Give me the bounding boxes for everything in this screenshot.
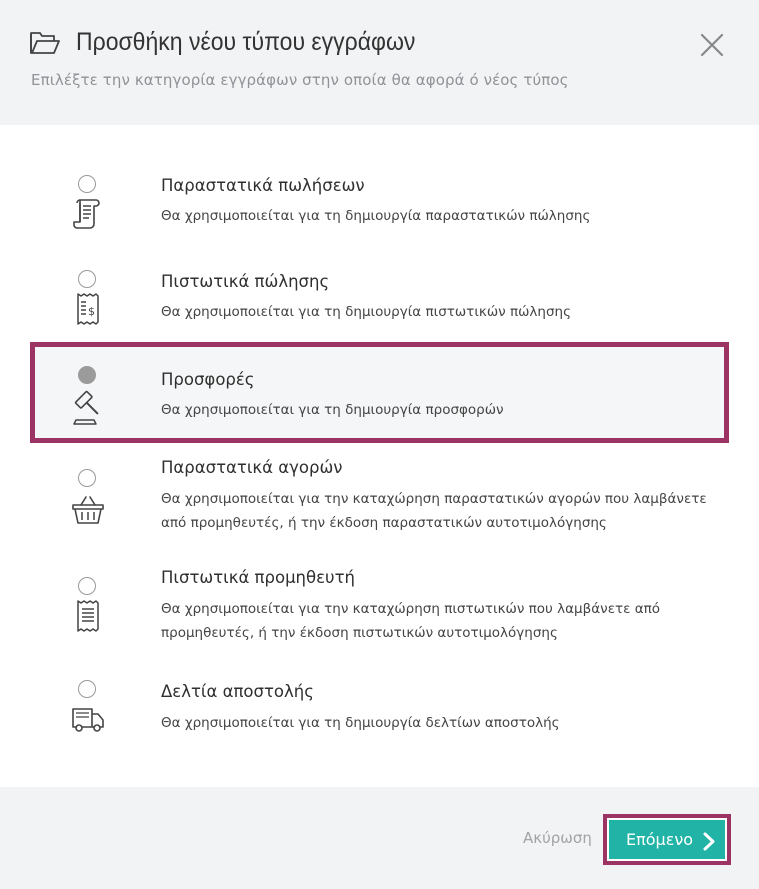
option-supplier-credits[interactable] [30, 565, 729, 655]
radio-button[interactable] [78, 175, 96, 193]
radio-button-selected[interactable] [78, 366, 96, 384]
chevron-right-icon [702, 832, 716, 851]
option-description: Θα χρησιμοποιείται για την καταχώρηση παραστατικών αγορών που λαμβάνετε από προμηθευτές, ή την έκδοση παραστατικών αυτοτιμολόγησης [161, 491, 707, 531]
receipt-dollar-icon [70, 291, 106, 327]
option-description: Θα χρησιμοποιείται για τη δημιουργία προσφορών [161, 402, 504, 418]
option-title: Πιστωτικά πώλησης [161, 272, 330, 291]
radio-button[interactable] [78, 469, 96, 487]
receipt-list-icon [70, 598, 106, 634]
dialog-title: Προσθήκη νέου τύπου εγγράφων [76, 28, 416, 56]
option-delivery-notes[interactable] [30, 677, 729, 747]
dialog-subtitle: Επιλέξτε την κατηγορία εγγράφων στην οποία θα αφορά ό νέος τύπος [31, 71, 569, 89]
option-quotes[interactable] [30, 342, 729, 443]
option-title: Παραστατικά πωλήσεων [161, 176, 365, 195]
truck-icon [70, 701, 106, 737]
radio-button[interactable] [78, 270, 96, 288]
option-purchase-documents[interactable] [30, 455, 729, 545]
option-title: Παραστατικά αγορών [161, 458, 343, 477]
option-sales-credits[interactable] [30, 266, 729, 336]
option-description: Θα χρησιμοποιείται για τη δημιουργία πιστωτικών πώλησης [161, 304, 571, 320]
next-button[interactable] [607, 818, 727, 861]
next-button-highlight [603, 814, 731, 865]
radio-button[interactable] [78, 680, 96, 698]
option-title: Πιστωτικά προμηθευτή [161, 568, 355, 587]
option-description: Θα χρησιμοποιείται για την καταχώρηση πιστωτικών που λαμβάνετε από προμηθευτές, ή την έκδοση πιστωτικών αυτοτιμολόγησης [161, 601, 660, 641]
option-title: Προσφορές [161, 370, 255, 389]
cancel-button[interactable]: Ακύρωση [523, 829, 592, 847]
close-icon[interactable] [698, 31, 726, 59]
option-title: Δελτία αποστολής [161, 682, 314, 701]
gavel-icon [70, 390, 106, 426]
option-sales-documents[interactable] [30, 170, 729, 240]
basket-icon [70, 493, 106, 529]
option-description: Θα χρησιμοποιείται για τη δημιουργία δελτίων αποστολής [161, 715, 560, 731]
radio-button[interactable] [78, 577, 96, 595]
receipt-scroll-icon [70, 196, 106, 232]
folder-open-icon [29, 29, 61, 57]
next-button-label: Επόμενο [626, 830, 694, 849]
dialog-header [0, 0, 759, 125]
svg-text:$: $ [88, 305, 95, 318]
option-description: Θα χρησιμοποιείται για τη δημιουργία παραστατικών πώλησης [161, 208, 591, 224]
